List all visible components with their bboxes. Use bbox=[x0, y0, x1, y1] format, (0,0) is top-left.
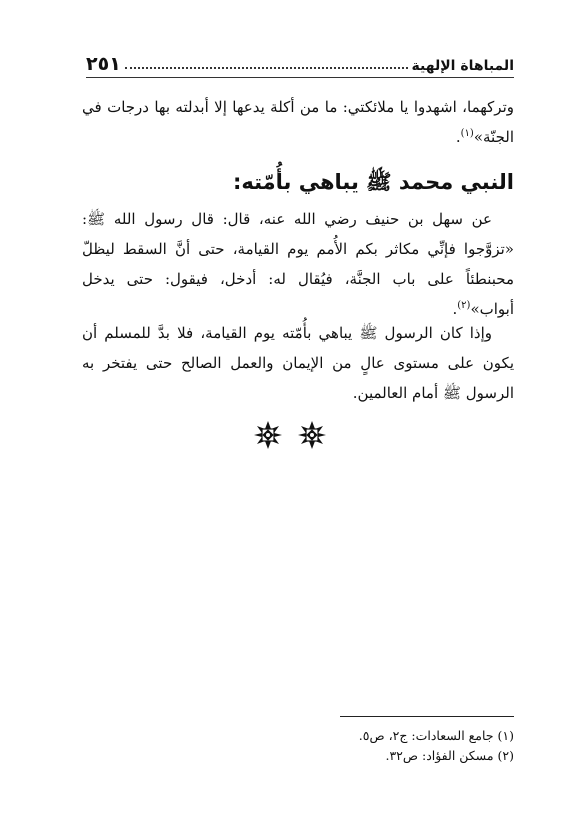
paragraph-continuation: وتركهما، اشهدوا يا ملائكتي: ما من أكلة يدعها إلا أبدلته بها درجات في الجنّة»$^{(١)}$. bbox=[82, 98, 514, 146]
section-heading: النبي محمد ﷺ يباهي بأُمّته: bbox=[232, 170, 514, 194]
eight-point-star-icon bbox=[297, 420, 327, 450]
running-title: المباهاة الإلهية bbox=[411, 58, 514, 74]
paragraph-text: وإذا كان الرسول ﷺ يباهي بأُمّته يوم القيامة، فلا بدَّ للمسلم أن يكون على مستوى عالٍ من الإيمان والعمل الصالح حتى يفتخر به الرسول ﷺ أمام العالمين. bbox=[82, 324, 514, 402]
footnote-2: (٢) مسكن الفؤاد: ص٣٢. bbox=[385, 748, 514, 763]
eight-point-star-icon bbox=[253, 420, 283, 450]
hadith-paragraph: عن سهل بن حنيف رضي الله عنه، قال: قال رسول الله ﷺ: «تزوَّجوا فإنِّي مكاثر بكم الأُمم يوم القيامة، حتى أنَّ السقط ليظلّ محبنطئاً على باب الجنَّة، فيُقال له: أدخل، فيقول: حتى يدخل أبواب»$^{(٢)}$. bbox=[82, 210, 514, 318]
conclusion-paragraph bbox=[82, 318, 514, 408]
page-header bbox=[86, 47, 514, 78]
page-number: ٢٥١ bbox=[86, 53, 121, 75]
paragraph-text: وتركهما، اشهدوا يا ملائكتي: ما من أكلة يدعها إلا أبدلته بها درجات في الجنّة» bbox=[82, 98, 514, 146]
footnotes bbox=[300, 726, 514, 766]
footnote-ref: (٢) bbox=[457, 300, 471, 311]
footnote-ref: (١) bbox=[460, 128, 474, 139]
paragraph-text: عن سهل بن حنيف رضي الله عنه، قال: قال رسول الله ﷺ: «تزوَّجوا فإنِّي مكاثر بكم الأُمم يوم القيامة، حتى أنَّ السقط ليظلّ محبنطئاً على باب الجنَّة، فيُقال له: أدخل، فيقول: حتى يدخل أبواب» bbox=[82, 210, 514, 318]
section-divider-ornaments bbox=[240, 420, 340, 454]
dotted-leader bbox=[125, 67, 408, 69]
footnote-1: (١) جامع السعادات: ج٢، ص٥. bbox=[358, 728, 514, 743]
footnote-divider bbox=[340, 716, 514, 717]
